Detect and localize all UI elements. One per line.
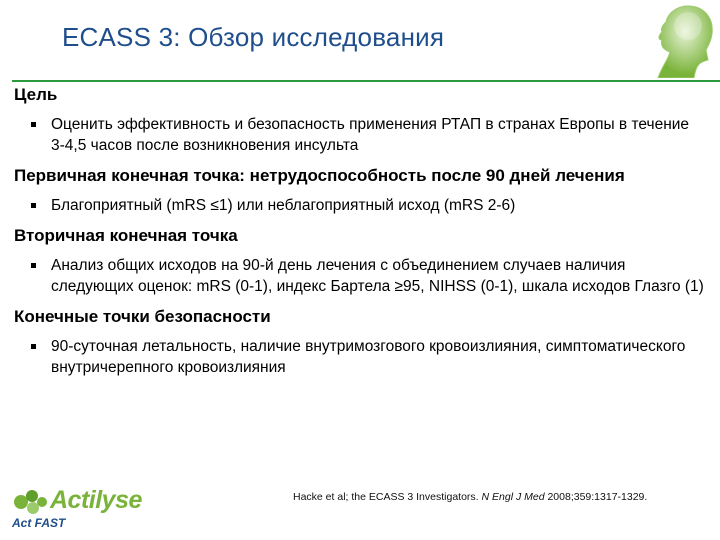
list-item (14, 195, 704, 216)
slide-content (14, 84, 704, 384)
header-divider (12, 80, 720, 82)
section-heading-secondary-endpoint: Вторичная конечная точка (14, 226, 238, 245)
list-item-text: Благоприятный (mRS ≤1) или неблагоприятный исход (mRS 2-6) (51, 197, 516, 214)
citation (293, 491, 647, 503)
list-item-text: Оценить эффективность и безопасность применения РТАП в странах Европы в течение 3-4,5 часов после возникновения инсульта (51, 116, 690, 154)
square-bullet-icon (31, 122, 36, 127)
list-item (14, 255, 704, 297)
section-heading-primary-endpoint: Первичная конечная точка: нетрудоспособность после 90 дней лечения (14, 166, 625, 185)
citation-details: 2008;359:1317-1329. (547, 491, 648, 503)
brand-logo (12, 486, 142, 534)
logo-tagline: Act FAST (12, 516, 66, 530)
square-bullet-icon (31, 344, 36, 349)
list-item-text: Анализ общих исходов на 90-й день лечения с объединением случаев наличия следующих оценок: mRS (0-1), индекс Бартела ≥95, NIHSS (0-1), шкала исходов Глазго (1) (51, 257, 704, 295)
list-item-text: 90-суточная летальность, наличие внутримозгового кровоизлияния, симптоматического внутричерепного кровоизлияния (51, 338, 686, 376)
list-item (14, 114, 704, 156)
head-profile-icon (648, 0, 720, 78)
list-item (14, 336, 704, 378)
page-title: ECASS 3: Обзор исследования (62, 22, 445, 52)
citation-authors: Hacke et al; the ECASS 3 Investigators. (293, 491, 479, 503)
section-heading-goal: Цель (14, 85, 58, 104)
square-bullet-icon (31, 203, 36, 208)
logo-wordmark: Actilyse (50, 486, 142, 514)
molecule-logo-icon (12, 488, 48, 516)
citation-journal: N Engl J Med (481, 491, 545, 503)
square-bullet-icon (31, 263, 36, 268)
section-heading-safety-endpoints: Конечные точки безопасности (14, 307, 271, 326)
